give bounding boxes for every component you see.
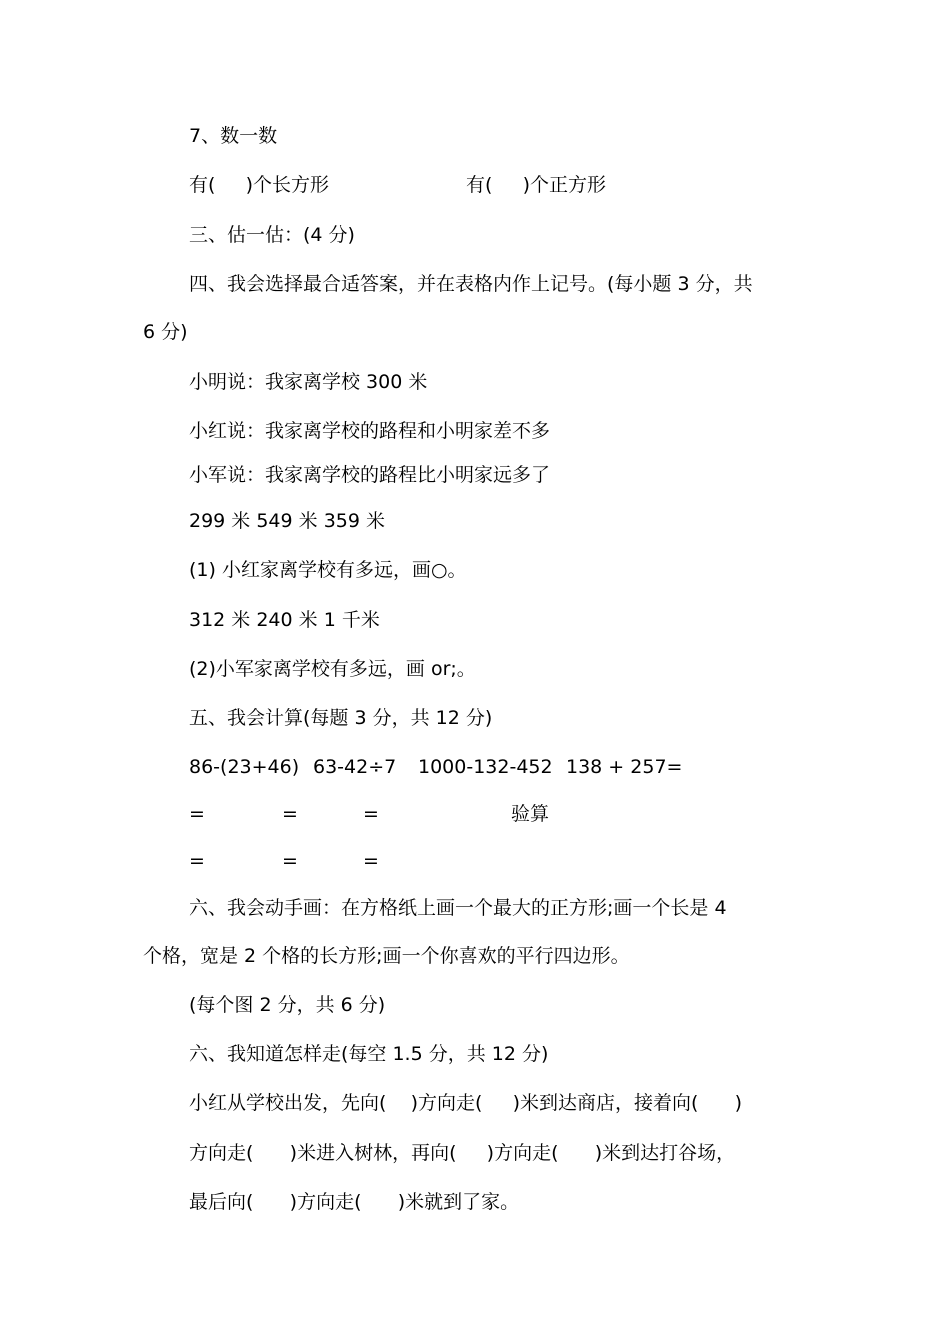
equals-sign: = xyxy=(189,850,205,872)
expression-1: 86-(23+46) xyxy=(189,756,300,778)
directions-line-2: 方向走( )米进入树林，再向( )方向走( )米到达打谷场， xyxy=(189,1142,736,1164)
question-7-title: 7、数一数 xyxy=(189,125,278,147)
section-6-title-line-2: 个格，宽是 2 个格的长方形;画一个你喜欢的平行四边形。 xyxy=(143,945,630,967)
equals-sign: = xyxy=(363,803,379,825)
sub-question-1: (1) 小红家离学校有多远，画○。 xyxy=(189,559,467,581)
section-3-title: 三、估一估：(4 分) xyxy=(189,224,355,246)
section-6-title-line-1: 六、我会动手画：在方格纸上画一个最大的正方形;画一个长是 4 xyxy=(189,897,727,919)
xiaoming-statement: 小明说：我家离学校 300 米 xyxy=(189,371,428,393)
section-7-title: 六、我知道怎样走(每空 1.5 分，共 12 分) xyxy=(189,1043,549,1065)
equals-sign: = xyxy=(363,850,379,872)
section-6-score: (每个图 2 分，共 6 分) xyxy=(189,994,386,1016)
options-set-1: 299 米 549 米 359 米 xyxy=(189,510,385,532)
section-4-title-line-1: 四、我会选择最合适答案，并在表格内作上记号。(每小题 3 分，共 xyxy=(189,273,753,295)
expression-4: 138 + 257= xyxy=(566,756,683,778)
expression-2: 63-42÷7 xyxy=(313,756,397,778)
rectangle-count-blank: 有( )个长方形 xyxy=(189,174,330,196)
options-set-2: 312 米 240 米 1 千米 xyxy=(189,609,380,631)
xiaohong-statement: 小红说：我家离学校的路程和小明家差不多 xyxy=(189,420,551,442)
square-count-blank: 有( )个正方形 xyxy=(466,174,607,196)
directions-line-3: 最后向( )方向走( )米就到了家。 xyxy=(189,1191,520,1213)
verification-label: 验算 xyxy=(511,803,550,825)
expression-3: 1000-132-452 xyxy=(418,756,553,778)
equals-sign: = xyxy=(282,803,298,825)
equals-sign: = xyxy=(282,850,298,872)
equals-sign: = xyxy=(189,803,205,825)
xiaojun-statement: 小军说：我家离学校的路程比小明家远多了 xyxy=(189,464,551,486)
section-4-title-line-2: 6 分) xyxy=(143,321,188,343)
directions-line-1: 小红从学校出发，先向( )方向走( )米到达商店，接着向( ) xyxy=(189,1092,743,1114)
section-5-title: 五、我会计算(每题 3 分，共 12 分) xyxy=(189,707,493,729)
sub-question-2: (2)小军家离学校有多远，画 or;。 xyxy=(189,658,476,680)
